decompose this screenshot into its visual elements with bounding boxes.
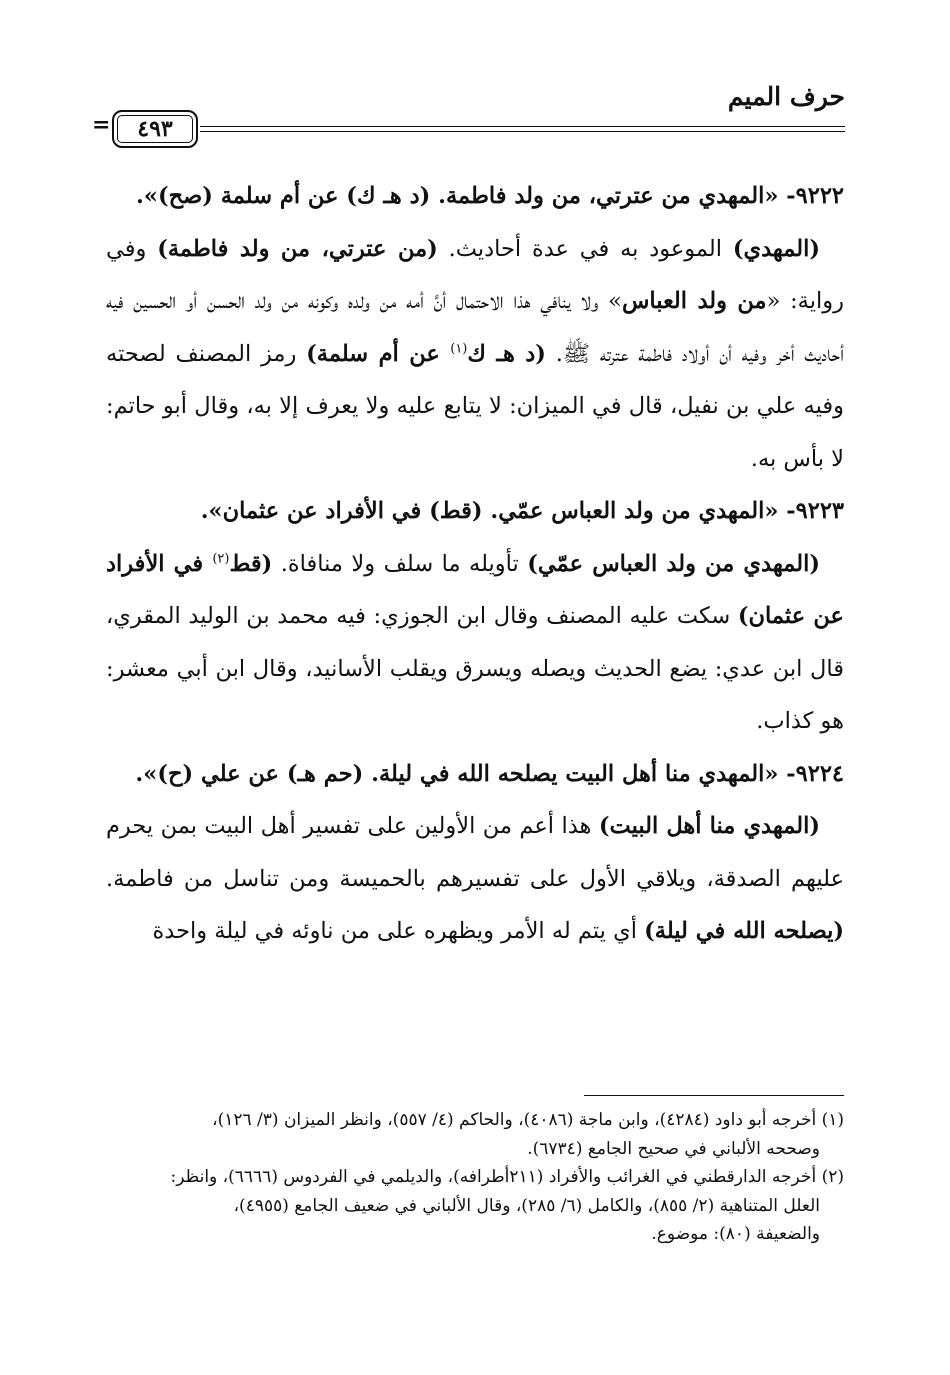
hadith-9222: ٩٢٢٢- «المهدي من عترتي، من ولد فاطمة. (د هـ ك) عن أم سلمة (صح)». [136,183,844,209]
text-run: الموعود به في عدة أحاديث. [437,235,733,262]
bold-phrase: (المهدي) [732,235,821,262]
text-run: » ولا ينافي هذا الاحتمال أنَّ أمه من ولده وكونه من ولد الحسن أو الحسين فيه أحاديث أخر وفيه أن أولاد فاطمة عترته ﷺ. [106,288,844,367]
footnote-line: (١) أخرجه أبو داود (٤٢٨٤)، وابن ماجة (٤٠٨٦)، والحاكم (٤/ ٥٥٧)، وانظر الميزان (٣/ ١٢٦)، [212,1110,844,1130]
text-run: أي يتم له الأمر ويظهره على من ناوئه في ليلة واحدة [152,918,645,944]
commentary-9224 [106,800,844,958]
footnotes [106,1095,844,1249]
text-run: تأويله ما سلف ولا منافاة. [272,550,528,577]
bold-phrase: (يصلحه الله في ليلة) [644,918,844,944]
footnote-line: العلل المتناهية (٢/ ٨٥٥)، والكامل (٦/ ٢٨٥)، وقال الألباني في ضعيف الجامع (٤٩٥٥)، [233,1195,820,1216]
page-number: ٤٩٣ [112,110,198,148]
header-mark: = [92,112,111,138]
text-run: سكت عليه المصنف وقال ابن الجوزي: فيه محمد بن الوليد المقري، قال ابن عدي: يضع الحديث ويصله ويسرق ويقلب الأسانيد، وقال ابن أبي معشر: هو كذاب. [106,603,844,734]
footnote-divider [584,1095,844,1096]
footnote-ref-1[interactable]: (١) [450,341,468,356]
footnote-line: والضعيفة (٨٠): موضوع. [651,1224,820,1244]
page-title: حرف الميم [727,82,845,111]
header-rule [200,126,845,132]
commentary-9223 [106,538,844,748]
hadith-9224: ٩٢٢٤- «المهدي منا أهل البيت يصلحه الله في ليلة. (حم هـ) عن علي (ح)». [135,760,844,787]
bold-phrase: في الأفراد عن عثمان) [106,550,844,629]
bold-phrase: (المهدي منا أهل البيت) [598,813,820,839]
footnote-line: (٢) أخرجه الدارقطني في الغرائب والأفراد (٢١١أطرافه)، والديلمي في الفردوس (٦٦٦٦)، وانظر: [170,1167,844,1187]
footnote-1 [106,1106,844,1163]
main-text [106,170,844,958]
footnote-ref-2[interactable]: (٢) [212,551,230,566]
page-header [92,82,845,152]
bold-phrase: (د هـ ك [467,340,546,367]
footnote-line: وصححه الألباني في صحيح الجامع (٦٧٣٤). [527,1138,820,1159]
hadith-9223: ٩٢٢٣- «المهدي من ولد العباس عمّي. (قط) في الأفراد عن عثمان». [200,498,844,524]
bold-phrase: عن أم سلمة) [306,340,451,367]
commentary-9222 [106,223,844,486]
text-run: وفي رواية: « [106,235,844,314]
bold-phrase: (المهدي من ولد العباس عمّي) [527,550,820,577]
bold-phrase: (من عترتي، من ولد فاطمة) [157,235,438,262]
text-run: رمز المصنف لصحته وفيه علي بن نفيل، قال في الميزان: لا يتابع عليه ولا يعرف إلا به، وقال أبو حاتم: لا بأس به. [106,340,844,472]
bold-phrase: من ولد العباس [621,288,767,314]
footnote-2 [106,1163,844,1249]
text-run: هذا أعم من الأولين على تفسير أهل البيت بمن يحرم عليهم الصدقة، ويلاقي الأول على تفسيرهم بالحميسة ومن تناسل من فاطمة. [106,813,844,892]
bold-phrase: (قط [229,550,273,577]
